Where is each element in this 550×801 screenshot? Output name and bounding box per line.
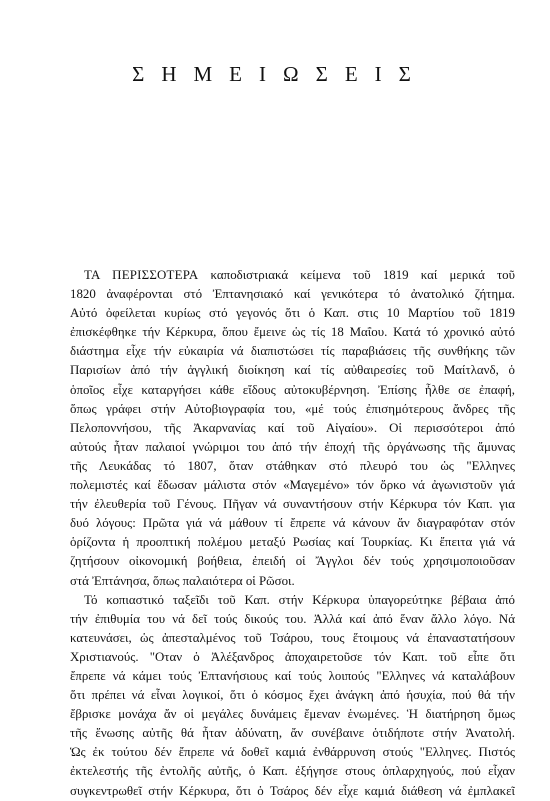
text-line: κατευνάσει, ὡς ἀπεσταλμένος τοῦ Τσάρου, τους ἕτοιμους νά ἐπαναστατήσουν [70,630,515,645]
text-line: ὁποῖος εἶχε καταργήσει κάθε εἴδους αὐτοκυβέρνηση. Ἐπίσης ἦλθε σε ἐπαφή, [70,382,515,397]
text-line: 1820 ἀναφέρονται στό Ἐπτανησιακό καί γενικότερα τό ἀνατολικό ζήτημα. [70,287,515,302]
text-line: στά Ἐπτάνησα, ὅπως παλαιότερα οἱ Ρῶσοι. [70,573,295,588]
text-line: Ὡς ἐκ τούτου δέν ἔπρεπε νά δοθεῖ καμιά ἐνθάρρυνση στούς "Ελληνες. Πιστός [70,745,515,760]
text-line: ὁρίζοντα ἡ προοπτική πολέμου μεταξύ Ρωσίας καί Τουρκίας. Κι ἔπειτα γιά νά [70,535,515,550]
text-line: ἔβρισκε μονάχα ἄν οἱ μεγάλες δυνάμεις ἔμεναν ἑνωμένες. Ἡ διατήρηση ὅμως [70,707,515,722]
paragraph-1 [70,266,515,591]
text-line: τῆς Λευκάδας τό 1807, ὅταν στάθηκαν στό πλευρό του ὡς "Ελληνες [70,458,515,473]
text-line: δυό λόγους: Πρῶτα γιά νά μάθουν τί ἔπρεπε νά κάνουν ἄν διαγραφόταν στόν [70,516,515,531]
text-line: Πελοποννήσου, τῆς Ἀκαρνανίας καί τοῦ Αἰγαίου». Οἱ περισσότεροι ἀπό [70,420,515,435]
text-line: ζητήσουν οἰκονομική βοήθεια, ἐπειδή οἱ Ἄγγλοι δέν τούς χρησιμοποιοῦσαν [70,554,515,569]
text-line: Χριστιανούς. "Οταν ὁ Ἀλέξανδρος ἀποχαιρετοῦσε τόν Καπ. τοῦ εἶπε ὅτι [70,649,515,664]
text-line: ἐκτελεστής τῆς ἐντολῆς αὐτῆς, ὁ Καπ. ἐξήγησε στους ὁπλαρχηγούς, πού εἶχαν [70,764,515,779]
notes-body [70,266,515,801]
text-line: διάστημα εἶχε τήν εὐκαιρία νά διαπιστώσει τίς παραβιάσεις τῆς συνθήκης τῶν [70,344,515,359]
text-line: ἔπρεπε νά κάμει τούς Ἐπτανήσιους καί τούς λοιπούς "Ελληνες νά καταλάβουν [70,668,515,683]
text-line: πολεμιστές καί ἔδωσαν μάλιστα στόν «Μαγεμένο» τόν ὅρκο νά ἀγωνιστοῦν γιά [70,478,515,493]
paragraph-2 [70,591,515,801]
text-line: τήν ἐλευθερία τοῦ Γένους. Πῆγαν νά συναντήσουν στήν Κέρκυρα τόν Καπ. για [70,497,515,512]
text-line: συγκεντρωθεῖ στήν Κέρκυρα, ὅτι ὁ Τσάρος δέν εἶχε καμιά διάθεση νά ἐμπλακεῖ [70,783,515,798]
text-line: Παρισίων ἀπό τήν ἀγγλική διοίκηση καί τίς αὐθαιρεσίες τοῦ Μαίτλανδ, ὁ [70,363,515,378]
text-line: τῆς ἕνωσης αὐτῆς θά ἦταν ἀδύνατη, ἄν συνέβαινε ὁτιδήποτε στήν Ἀνατολή. [70,726,515,741]
text-line: ΤΑ ΠΕΡΙΣΣΟΤΕΡΑ καποδιστριακά κείμενα τοῦ 1819 καί μερικά τοῦ [84,268,515,282]
text-line: αὐτούς ἦταν παλαιοί γνώριμοι του ἀπό τήν ἐποχή τῆς ὀργάνωσης τῆς ἄμυνας [70,439,515,454]
text-line: ὅπως γράφει στήν Αὐτοβιογραφία του, «μέ τούς ἐπισημότερους ἄνδρες τῆς [70,401,515,416]
page-heading: ΣΗΜΕΙΩΣΕΙΣ [132,62,428,86]
text-line: τήν ἐπιθυμία του νά δεῖ τούς δικούς του. Ἀλλά καί ἀπό ἕναν ἄλλο λόγο. Νά [70,611,515,626]
text-line: Αὐτό ὀφείλεται κυρίως στό γεγονός ὅτι ὁ Καπ. στις 10 Μαρτίου τοῦ 1819 [70,306,515,321]
text-line: ὅτι πρέπει νά εἶναι λογικοί, ὅτι ὁ κόσμος ἔχει ἀνάγκη ἀπό ἡσυχία, πού θά τήν [70,688,515,703]
text-line: Τό κοπιαστικό ταξεῖδι τοῦ Καπ. στήν Κέρκυρα ὑπαγορεύτηκε βέβαια ἀπό [84,592,515,607]
lead-caps: ΤΑ ΠΕΡΙΣΣΟΤΕΡΑ [84,268,199,282]
text-line: ἐπισκέφθηκε τήν Κέρκυρα, ὅπου ἔμεινε ὡς τίς 18 Μαΐου. Κατά τό χρονικό αὐτό [70,325,515,340]
